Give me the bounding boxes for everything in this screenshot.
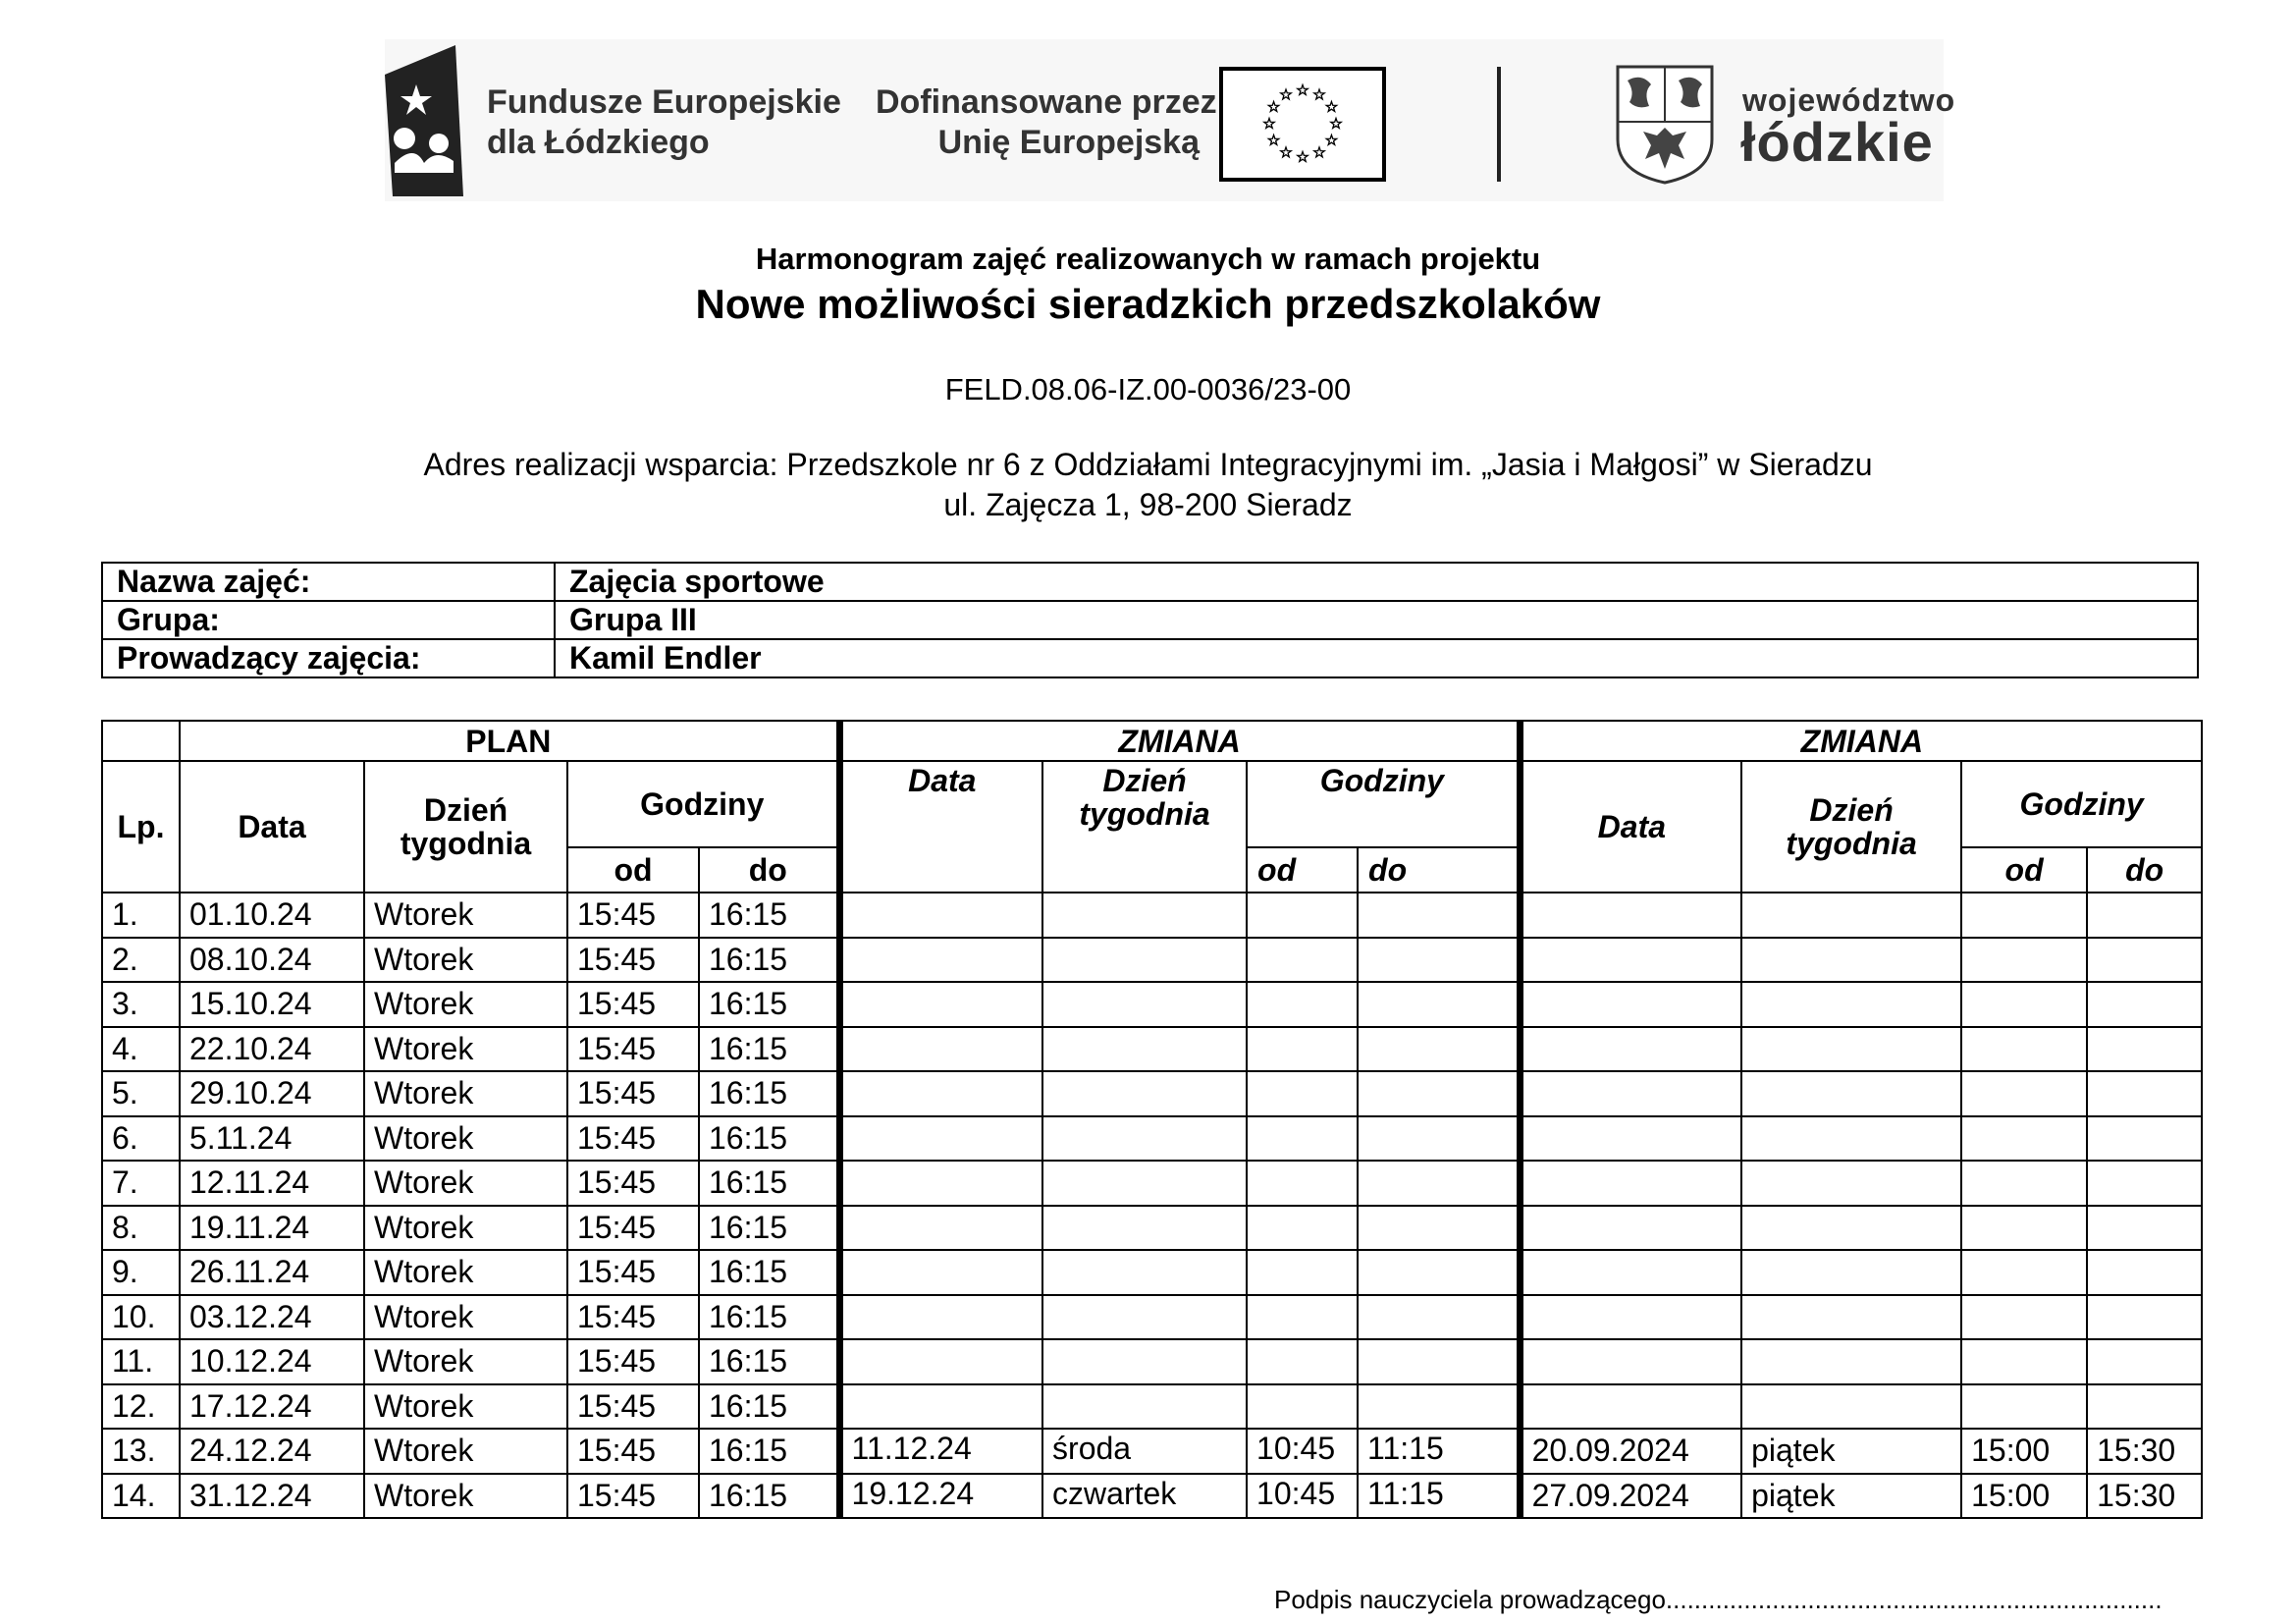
info-row-group (102, 601, 2198, 639)
row-number-cell: 3. (102, 982, 180, 1027)
change1-to-cell: 11:15 (1358, 1474, 1520, 1519)
change2-from-cell (1961, 1295, 2087, 1340)
address-line-2: ul. Zajęcza 1, 98-200 Sieradz (943, 487, 1353, 522)
change2-day-cell (1741, 1339, 1961, 1384)
change2-date-cell (1520, 1116, 1741, 1162)
change2-date-cell (1520, 982, 1741, 1027)
document-subtitle: Harmonogram zajęć realizowanych w ramach projektu (755, 242, 1541, 276)
plan-date-cell: 19.11.24 (180, 1206, 364, 1251)
change2-from-cell: 15:00 (1961, 1474, 2087, 1519)
plan-date-cell: 5.11.24 (180, 1116, 364, 1162)
change1-day-cell (1042, 1071, 1247, 1116)
change1-date-cell (839, 938, 1042, 983)
change2-from-cell (1961, 982, 2087, 1027)
change2-day-cell (1741, 982, 1961, 1027)
logo-strip (385, 39, 1956, 201)
change1-day-cell: czwartek (1042, 1474, 1247, 1519)
change2-date-cell (1520, 893, 1741, 938)
change2-day-cell: piątek (1741, 1429, 1961, 1474)
plan-date-cell: 12.11.24 (180, 1161, 364, 1206)
row-number-cell: 4. (102, 1027, 180, 1072)
change1-to-cell (1358, 1384, 1520, 1430)
eu-star-icon (1268, 102, 1278, 112)
plan-from-cell: 15:45 (567, 1027, 699, 1072)
blank-corner (102, 721, 180, 761)
table-row (102, 1071, 2202, 1116)
plan-from-cell: 15:45 (567, 1339, 699, 1384)
change-header-1: ZMIANA (839, 721, 1520, 761)
plan-date-cell: 10.12.24 (180, 1339, 364, 1384)
change2-day-cell (1741, 1206, 1961, 1251)
row-number-cell: 5. (102, 1071, 180, 1116)
change1-from-cell (1247, 1161, 1358, 1206)
plan-from-cell: 15:45 (567, 1071, 699, 1116)
change1-day-cell (1042, 1206, 1247, 1251)
change2-day-cell: piątek (1741, 1474, 1961, 1519)
plan-date-cell: 26.11.24 (180, 1250, 364, 1295)
change1-from-header: od (1247, 847, 1358, 893)
plan-date-header: Data (180, 761, 364, 893)
plan-to-cell: 16:15 (699, 982, 839, 1027)
eu-star-icon (1281, 89, 1291, 99)
change1-from-cell (1247, 1027, 1358, 1072)
info-label: Nazwa zajęć: (102, 563, 555, 601)
dofinansowane-text (876, 82, 1217, 163)
plan-from-cell: 15:45 (567, 1250, 699, 1295)
change2-from-cell (1961, 1027, 2087, 1072)
change2-date-cell (1520, 1339, 1741, 1384)
plan-day-cell: Wtorek (364, 1295, 567, 1340)
change1-from-cell (1247, 1384, 1358, 1430)
table-row (102, 1250, 2202, 1295)
plan-from-cell: 15:45 (567, 938, 699, 983)
plan-from-cell: 15:45 (567, 1384, 699, 1430)
change2-date-cell (1520, 938, 1741, 983)
plan-day-cell: Wtorek (364, 1429, 567, 1474)
plan-day-cell: Wtorek (364, 1071, 567, 1116)
change1-from-cell (1247, 1295, 1358, 1340)
plan-date-cell: 22.10.24 (180, 1027, 364, 1072)
info-label: Grupa: (102, 601, 555, 639)
change1-from-cell (1247, 1250, 1358, 1295)
change1-date-cell (839, 1027, 1042, 1072)
change2-to-cell (2087, 1339, 2202, 1384)
lp-header: Lp. (102, 761, 180, 893)
plan-to-cell: 16:15 (699, 1161, 839, 1206)
plan-day-cell: Wtorek (364, 1027, 567, 1072)
change1-from-cell (1247, 1071, 1358, 1116)
change2-date-cell: 20.09.2024 (1520, 1429, 1741, 1474)
change2-from-cell (1961, 938, 2087, 983)
change1-date-cell (839, 1161, 1042, 1206)
plan-to-cell: 16:15 (699, 1339, 839, 1384)
change1-day-cell (1042, 938, 1247, 983)
plan-to-cell: 16:15 (699, 938, 839, 983)
change2-date-cell (1520, 1250, 1741, 1295)
plan-header: PLAN (180, 721, 839, 761)
change1-day-header: Dzień tygodnia (1042, 761, 1247, 893)
eu-star-icon (1264, 119, 1274, 129)
change2-to-cell (2087, 1027, 2202, 1072)
change2-to-cell: 15:30 (2087, 1429, 2202, 1474)
plan-to-cell: 16:15 (699, 893, 839, 938)
change2-from-cell (1961, 1161, 2087, 1206)
change2-date-cell (1520, 1295, 1741, 1340)
plan-from-cell: 15:45 (567, 1116, 699, 1162)
change1-date-cell (839, 1071, 1042, 1116)
fe-line2: dla Łódzkiego (487, 124, 710, 161)
change1-to-cell (1358, 1116, 1520, 1162)
plan-date-cell: 29.10.24 (180, 1071, 364, 1116)
change2-to-cell (2087, 893, 2202, 938)
change1-day-cell (1042, 893, 1247, 938)
fundusze-europejskie-logo (385, 45, 463, 196)
eu-star-icon (1314, 89, 1324, 99)
change1-date-cell (839, 1250, 1042, 1295)
eu-star-icon (1314, 147, 1324, 157)
table-row (102, 982, 2202, 1027)
change2-day-cell (1741, 1250, 1961, 1295)
change2-from-header: od (1961, 847, 2087, 893)
change1-to-cell (1358, 893, 1520, 938)
change1-day-cell (1042, 1161, 1247, 1206)
change2-day-cell (1741, 1384, 1961, 1430)
info-row-teacher (102, 639, 2198, 677)
change2-from-cell (1961, 1071, 2087, 1116)
eu-star-icon (1298, 85, 1308, 95)
plan-to-cell: 16:15 (699, 1384, 839, 1430)
plan-day-cell: Wtorek (364, 982, 567, 1027)
table-row (102, 1339, 2202, 1384)
change2-from-cell (1961, 1116, 2087, 1162)
dof-line2: Unię Europejską (937, 124, 1200, 161)
plan-from-cell: 15:45 (567, 982, 699, 1027)
info-value: Kamil Endler (555, 639, 2198, 677)
eu-star-icon (1326, 102, 1336, 112)
row-number-cell: 2. (102, 938, 180, 983)
plan-to-cell: 16:15 (699, 1474, 839, 1519)
info-value: Zajęcia sportowe (555, 563, 2198, 601)
change2-from-cell (1961, 1206, 2087, 1251)
change1-to-cell (1358, 1339, 1520, 1384)
change1-date-cell (839, 1116, 1042, 1162)
table-row (102, 1116, 2202, 1162)
change1-to-cell (1358, 1071, 1520, 1116)
change1-to-cell (1358, 1027, 1520, 1072)
row-number-cell: 6. (102, 1116, 180, 1162)
row-number-cell: 12. (102, 1384, 180, 1430)
row-number-cell: 9. (102, 1250, 180, 1295)
change1-day-cell (1042, 982, 1247, 1027)
change1-to-cell (1358, 982, 1520, 1027)
change2-from-cell (1961, 1339, 2087, 1384)
plan-date-cell: 01.10.24 (180, 893, 364, 938)
change-header-2: ZMIANA (1520, 721, 2202, 761)
eu-star-icon (1268, 135, 1278, 145)
change2-day-cell (1741, 893, 1961, 938)
change2-to-cell (2087, 1250, 2202, 1295)
change1-date-cell (839, 1206, 1042, 1251)
change2-to-cell (2087, 1071, 2202, 1116)
plan-to-cell: 16:15 (699, 1206, 839, 1251)
plan-from-cell: 15:45 (567, 893, 699, 938)
row-number-cell: 1. (102, 893, 180, 938)
plan-date-cell: 17.12.24 (180, 1384, 364, 1430)
eu-star-icon (1281, 147, 1291, 157)
info-label: Prowadzący zajęcia: (102, 639, 555, 677)
eu-flag-icon (1219, 67, 1386, 182)
row-number-cell: 7. (102, 1161, 180, 1206)
change1-date-cell (839, 1384, 1042, 1430)
change2-date-cell (1520, 1161, 1741, 1206)
change1-to-cell (1358, 1295, 1520, 1340)
change2-to-cell (2087, 1384, 2202, 1430)
lodzkie-crest-icon (1614, 63, 1716, 186)
change2-day-cell (1741, 938, 1961, 983)
plan-day-cell: Wtorek (364, 1474, 567, 1519)
change1-day-cell (1042, 1384, 1247, 1430)
change1-date-cell (839, 893, 1042, 938)
change2-date-cell (1520, 1027, 1741, 1072)
table-row (102, 893, 2202, 938)
plan-day-header: Dzień tygodnia (364, 761, 567, 893)
change1-to-cell (1358, 1250, 1520, 1295)
plan-to-cell: 16:15 (699, 1295, 839, 1340)
change2-from-cell (1961, 1384, 2087, 1430)
change2-to-cell: 15:30 (2087, 1474, 2202, 1519)
plan-day-cell: Wtorek (364, 1161, 567, 1206)
plan-date-cell: 15.10.24 (180, 982, 364, 1027)
change2-to-header: do (2087, 847, 2202, 893)
plan-day-cell: Wtorek (364, 1339, 567, 1384)
change1-to-cell (1358, 1206, 1520, 1251)
address-line-1: Adres realizacji wsparcia: Przedszkole nr 6 z Oddziałami Integracyjnymi im. „Jasia i Małgosi” w Sieradzu (423, 447, 1873, 482)
plan-from-cell: 15:45 (567, 1206, 699, 1251)
wojewodztwo-label: województwo (1742, 82, 1956, 118)
change1-date-cell (839, 1295, 1042, 1340)
change2-date-cell (1520, 1071, 1741, 1116)
class-info-table (101, 562, 2199, 678)
document-title: Nowe możliwości sieradzkich przedszkolaków (695, 281, 1601, 327)
change2-from-cell (1961, 893, 2087, 938)
plan-to-cell: 16:15 (699, 1116, 839, 1162)
plan-day-cell: Wtorek (364, 893, 567, 938)
change1-to-cell (1358, 1161, 1520, 1206)
change1-date-cell (839, 1339, 1042, 1384)
plan-date-cell: 08.10.24 (180, 938, 364, 983)
change2-date-cell (1520, 1206, 1741, 1251)
table-row (102, 1429, 2202, 1474)
change1-day-cell (1042, 1116, 1247, 1162)
plan-from-cell: 15:45 (567, 1295, 699, 1340)
change2-day-cell (1741, 1116, 1961, 1162)
plan-day-cell: Wtorek (364, 1250, 567, 1295)
change1-day-cell (1042, 1339, 1247, 1384)
plan-to-cell: 16:15 (699, 1250, 839, 1295)
change1-from-cell (1247, 1116, 1358, 1162)
change1-day-cell (1042, 1295, 1247, 1340)
change2-to-cell (2087, 1161, 2202, 1206)
change1-from-cell (1247, 982, 1358, 1027)
plan-date-cell: 24.12.24 (180, 1429, 364, 1474)
change1-date-header: Data (839, 761, 1042, 893)
row-number-cell: 10. (102, 1295, 180, 1340)
plan-date-cell: 31.12.24 (180, 1474, 364, 1519)
change1-to-cell (1358, 938, 1520, 983)
change1-from-cell (1247, 893, 1358, 938)
schedule-table (101, 720, 2203, 1519)
change2-from-cell: 15:00 (1961, 1429, 2087, 1474)
eu-star-icon (1326, 135, 1336, 145)
plan-from-header: od (567, 847, 699, 893)
fundusze-europejskie-text (487, 82, 841, 163)
plan-from-cell: 15:45 (567, 1161, 699, 1206)
change2-day-cell (1741, 1071, 1961, 1116)
plan-day-cell: Wtorek (364, 1116, 567, 1162)
plan-from-cell: 15:45 (567, 1474, 699, 1519)
table-row (102, 1161, 2202, 1206)
plan-to-header: do (699, 847, 839, 893)
plan-to-cell: 16:15 (699, 1429, 839, 1474)
project-code: FELD.08.06-IZ.00-0036/23-00 (944, 372, 1352, 406)
table-row (102, 1027, 2202, 1072)
plan-hours-header: Godziny (567, 761, 839, 847)
dof-line1: Dofinansowane przez (876, 83, 1217, 121)
change2-date-cell (1520, 1384, 1741, 1430)
change2-day-cell (1741, 1161, 1961, 1206)
plan-day-cell: Wtorek (364, 1206, 567, 1251)
change1-date-cell (839, 982, 1042, 1027)
change2-date-header: Data (1520, 761, 1741, 893)
change2-day-cell (1741, 1027, 1961, 1072)
signature-line: Podpis nauczyciela prowadzącego...................................................................... (1274, 1585, 2163, 1614)
table-row (102, 938, 2202, 983)
change1-day-cell (1042, 1027, 1247, 1072)
change1-from-cell: 10:45 (1247, 1429, 1358, 1474)
eu-star-icon (1331, 119, 1341, 129)
lodzkie-label: łódzkie (1740, 111, 1934, 173)
logo-divider (1497, 67, 1501, 182)
table-row (102, 1384, 2202, 1430)
plan-to-cell: 16:15 (699, 1027, 839, 1072)
change1-from-cell (1247, 1339, 1358, 1384)
info-row-name (102, 563, 2198, 601)
schedule-body (102, 893, 2202, 1518)
fe-line1: Fundusze Europejskie (487, 83, 841, 121)
plan-day-cell: Wtorek (364, 938, 567, 983)
change1-from-cell: 10:45 (1247, 1474, 1358, 1519)
row-number-cell: 8. (102, 1206, 180, 1251)
eu-star-icon (1298, 152, 1308, 162)
change2-date-cell: 27.09.2024 (1520, 1474, 1741, 1519)
change2-to-cell (2087, 982, 2202, 1027)
change2-day-cell (1741, 1295, 1961, 1340)
change1-day-cell: środa (1042, 1429, 1247, 1474)
table-row (102, 1206, 2202, 1251)
change2-to-cell (2087, 1295, 2202, 1340)
change1-hours-header: Godziny (1247, 761, 1520, 847)
change1-from-cell (1247, 938, 1358, 983)
plan-to-cell: 16:15 (699, 1071, 839, 1116)
plan-day-cell: Wtorek (364, 1384, 567, 1430)
change2-day-header: Dzień tygodnia (1741, 761, 1961, 893)
change1-from-cell (1247, 1206, 1358, 1251)
change2-to-cell (2087, 938, 2202, 983)
change1-day-cell (1042, 1250, 1247, 1295)
table-row (102, 1474, 2202, 1519)
plan-from-cell: 15:45 (567, 1429, 699, 1474)
row-number-cell: 11. (102, 1339, 180, 1384)
row-number-cell: 14. (102, 1474, 180, 1519)
change1-to-cell: 11:15 (1358, 1429, 1520, 1474)
change1-date-cell: 11.12.24 (839, 1429, 1042, 1474)
change2-to-cell (2087, 1116, 2202, 1162)
plan-date-cell: 03.12.24 (180, 1295, 364, 1340)
table-row (102, 1295, 2202, 1340)
row-number-cell: 13. (102, 1429, 180, 1474)
change2-to-cell (2087, 1206, 2202, 1251)
change1-date-cell: 19.12.24 (839, 1474, 1042, 1519)
info-value: Grupa III (555, 601, 2198, 639)
change2-hours-header: Godziny (1961, 761, 2202, 847)
change2-from-cell (1961, 1250, 2087, 1295)
change1-to-header: do (1358, 847, 1520, 893)
